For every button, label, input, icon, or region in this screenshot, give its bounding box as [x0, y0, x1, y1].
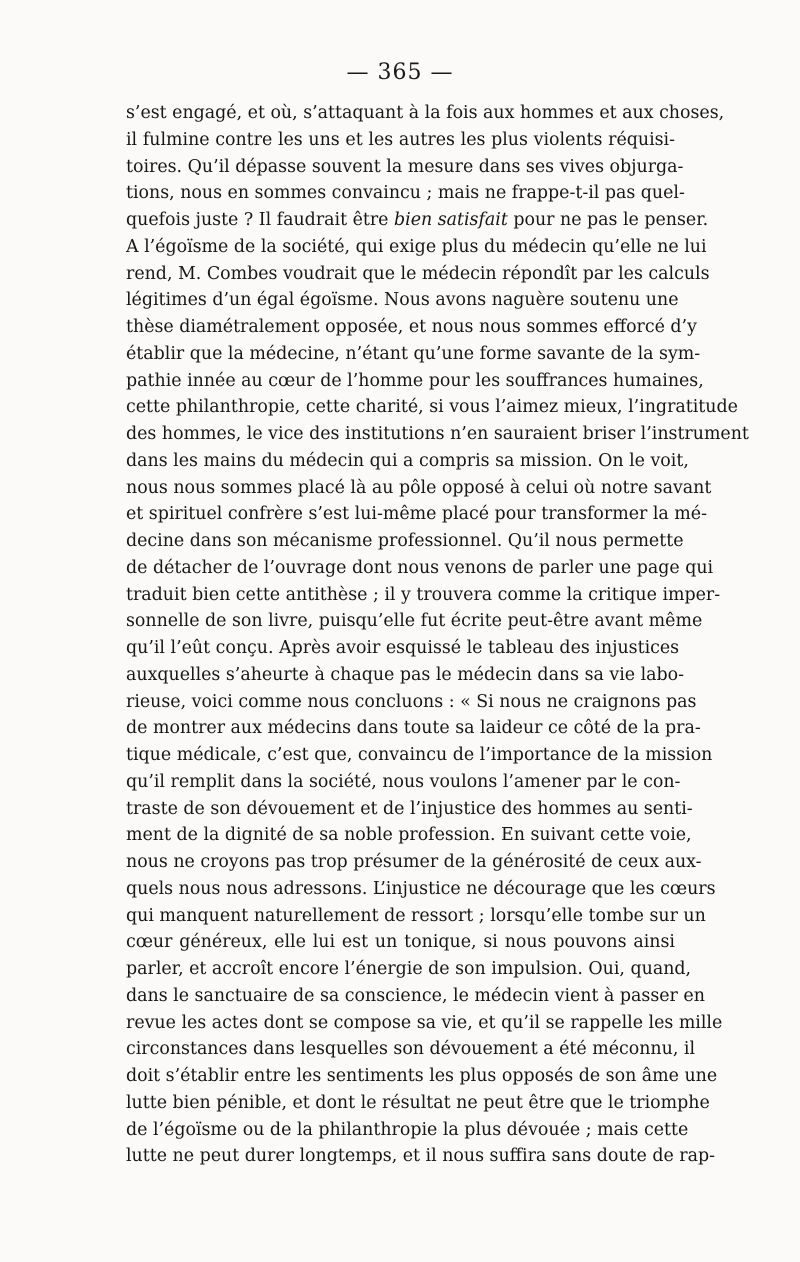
text-line: doit s’établir entre les sentiments les plus opposés de son âme une: [126, 1066, 718, 1086]
text-line: qu’il l’eût conçu. Après avoir esquissé le tableau des injustices: [126, 638, 680, 658]
text-line: de détacher de l’ouvrage dont nous venons de parler une page qui: [126, 557, 714, 578]
text-line: parler, et accroît encore l’énergie de son impulsion. Oui, quand,: [126, 959, 692, 979]
text-line: légitimes d’un égal égoïsme. Nous avons naguère soutenu une: [126, 290, 679, 311]
text-line: traste de son dévouement et de l’injustice des hommes au senti-: [126, 798, 693, 819]
text-line: traduit bien cette antithèse ; il y trouvera comme la critique imper-: [126, 584, 721, 605]
text-line: nous nous sommes placé là au pôle opposé à celui où notre savant: [126, 477, 712, 498]
text-line: rend, M. Combes voudrait que le médecin répondît par les calculs: [126, 263, 710, 284]
text-line: toires. Qu’il dépasse souvent la mesure dans ses vives objurga-: [126, 156, 684, 177]
text-line: s’est engagé, et où, s’attaquant à la fois aux hommes et aux choses,: [126, 103, 725, 123]
text-line: pathie innée au cœur de l’homme pour les souffrances humaines,: [126, 370, 704, 391]
text-line: des hommes, le vice des institutions n’en sauraient briser l’instrument: [126, 424, 749, 444]
text-line: circonstances dans lesquelles son dévouement a été méconnu, il: [126, 1039, 696, 1060]
text-line: et spirituel confrère s’est lui-même placé pour transformer la mé-: [126, 504, 707, 525]
text-line: ment de la dignité de sa noble profession. En suivant cette voie,: [126, 825, 692, 846]
text-line: qu’il remplit dans la société, nous voulons l’amener par le con-: [126, 771, 681, 792]
text-line: nous ne croyons pas trop présumer de la générosité de ceux aux-: [126, 852, 702, 872]
text-line: cœur généreux, elle lui est un tonique, si nous pouvons ainsi: [126, 932, 675, 953]
text-line: auxquelles s’aheurte à chaque pas le médecin dans sa vie labo-: [126, 664, 685, 685]
text-line: de l’égoïsme ou de la philanthropie la plus dévouée ; mais cette: [126, 1119, 689, 1140]
text-line: de montrer aux médecins dans toute sa laideur ce côté de la pra-: [126, 718, 701, 739]
text-line: lutte ne peut durer longtemps, et il nous suffira sans doute de rap-: [126, 1146, 715, 1167]
text-line: tique médicale, c’est que, convaincu de l’importance de la mission: [126, 745, 713, 765]
text-line: thèse diamétralement opposée, et nous nous sommes efforcé d’y: [126, 317, 697, 337]
page-number: — 365 —: [346, 60, 454, 85]
text-line: sonnelle de son livre, puisqu’elle fut écrite peut-être avant même: [126, 611, 703, 632]
text-line: il fulmine contre les uns et les autres les plus violents réquisi-: [126, 129, 675, 150]
text-line: dans les mains du médecin qui a compris sa mission. On le voit,: [126, 450, 689, 471]
text-line: établir que la médecine, n’étant qu’une forme savante de la sym-: [126, 343, 701, 364]
emphasized-phrase: bien satisfait: [394, 210, 508, 230]
text-line: cette philanthropie, cette charité, si vous l’aimez mieux, l’ingratitude: [126, 397, 738, 418]
text-line: rieuse, voici comme nous concluons : « Si nous ne craignons pas: [126, 691, 697, 712]
text-line: quels nous nous adressons. L’injustice ne décourage que les cœurs: [126, 878, 716, 899]
body-text: [126, 100, 749, 1170]
text-line: decine dans son mécanisme professionnel. Qu’il nous permette: [126, 531, 684, 551]
text-line: quefois juste ? Il faudrait être bien satisfait pour ne pas le penser.: [126, 210, 709, 230]
text-line: qui manquent naturellement de ressort ; lorsqu’elle tombe sur un: [126, 905, 706, 926]
text-line: dans le sanctuaire de sa conscience, le médecin vient à passer en: [126, 985, 705, 1006]
text-line: revue les actes dont se compose sa vie, et qu’il se rappelle les mille: [126, 1012, 723, 1033]
text-line: tions, nous en sommes convaincu ; mais ne frappe-t-il pas quel-: [126, 183, 685, 204]
text-line: A l’égoïsme de la société, qui exige plus du médecin qu’elle ne lui: [126, 236, 707, 257]
text-line: lutte bien pénible, et dont le résultat ne peut être que le triomphe: [126, 1092, 710, 1113]
